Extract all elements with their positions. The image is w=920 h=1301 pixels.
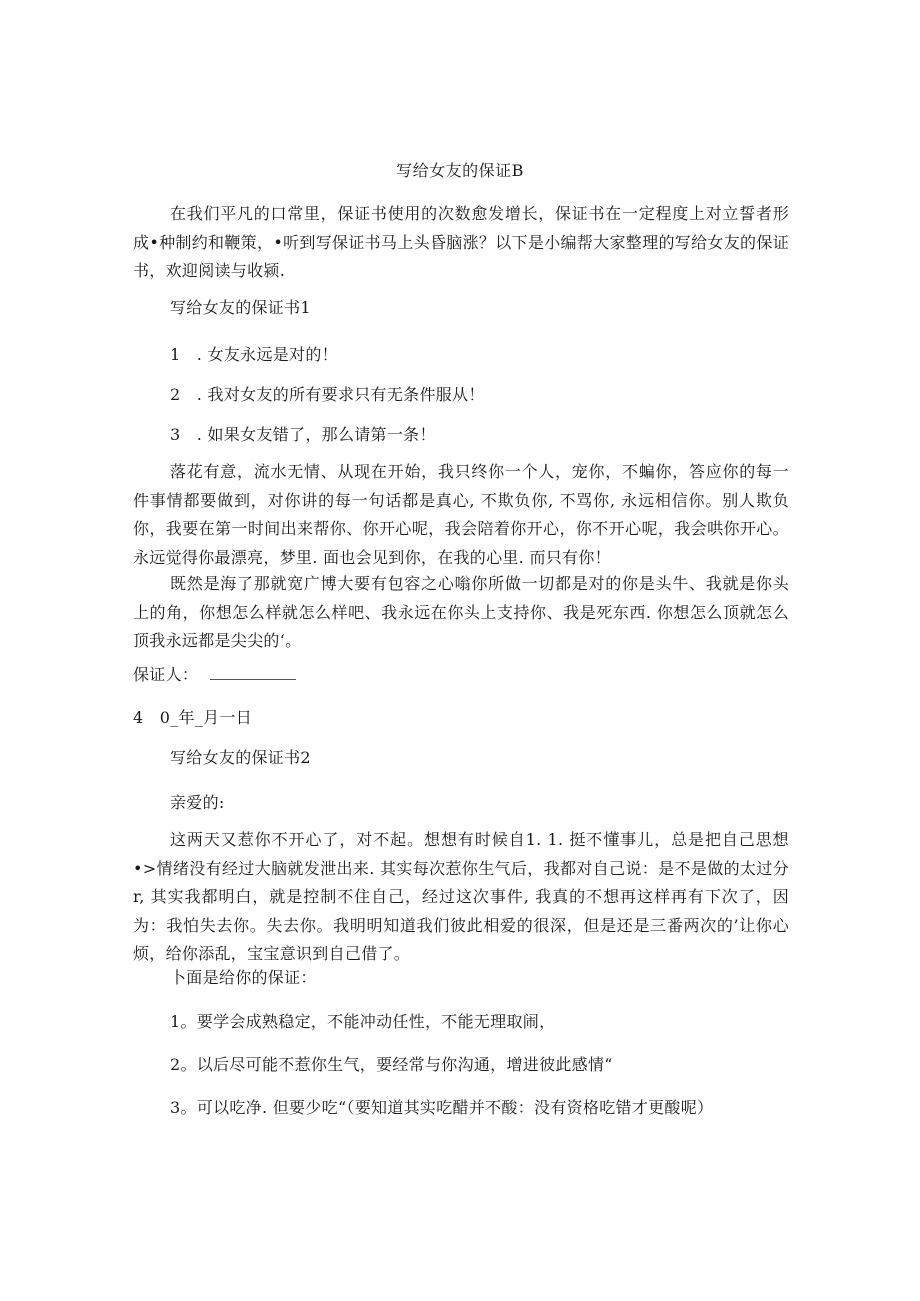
section2-item-1: 1。要学会成熟稳定，不能冲动任性，不能无理取闹，: [170, 1012, 556, 1031]
section1-paragraph-1: 落花有意，流水无情、从现在开始，我只终你一个人，宠你，不蝙你，答应你的每一件事情都要做到，对你讲的每一句话都是真心, 不欺负你, 不骂你, 永远相信你。别人欺负你，我要在第一时间出来帮你、你开心呢，我会陪着你开心，你不开心呢，我会哄你开心。永远觉得你最漂亮，梦里. 面也会见到你，在我的心里. 而只有你！: [133, 462, 789, 567]
section2-item-3: 3。可以吃净. 但要少吃“（要知道其实吃醋并不酸：没有资格吃错才更酸呢）: [170, 1098, 714, 1117]
section1-heading: 写给女友的保证书1: [170, 298, 311, 317]
section1-item-2: 2 . 我对女友的所有要求只有无条件服从！: [170, 385, 485, 404]
section1-item-1: 1 . 女友永远是对的！: [170, 345, 338, 364]
section2-lead: 卜面是给你的保证：: [170, 968, 317, 987]
section1-item-3: 3 . 如果女友错了，那么请第一条！: [170, 425, 436, 444]
intro-paragraph: 在我们平凡的口常里，保证书使用的次数愈发增长，保证书在一定程度上对立誓者形成•种制约和鞭策，•听到写保证书马上头昏脑涨？以下是小编帮大家整理的写给女友的保证书，欢迎阅读与收颍.: [133, 204, 789, 280]
section1-paragraph-2: 既然是海了那就宽广博大要有包容之心嗡你所做一切都是对的你是头牛、我就是你头上的角，你想怎么样就怎么样吧、我永远在你头上支持你、我是死东西. 你想怎么顶就怎么顶我永远都是尖尖的‘。: [133, 574, 789, 650]
section2-greeting: 亲爱的:: [170, 793, 225, 812]
signature-label: 保证人：: [133, 665, 199, 684]
date-line: 4 0_年_月一日: [133, 708, 253, 727]
signature-blank: [210, 665, 296, 680]
document-title: 写给女友的保证B: [396, 161, 524, 180]
section2-paragraph-1: 这两天又惹你不开心了，对不起。想想有时候自1. 1. 挺不懂事儿，总是把自己思想•>情绪没有经过大脑就发泄出来. 其实每次惹你生气后，我都对自己说：是不是做的太过分r, 其实我都明白，就是控制不住自己，经过这次事件, 我真的不想再这样再有下次了，因为：我怕失去你。失去你。我明明知道我们彼此相爱的很深，但是还是三番两次的’让你心烦，给你添乱，宝宝意识到自己借了。: [133, 830, 789, 963]
section2-item-2: 2。以后尽可能不惹你生气，要经常与你沟通，增进彼此感情“: [170, 1055, 613, 1074]
section2-heading: 写给女友的保证书2: [170, 748, 311, 767]
signature-line: [133, 664, 296, 686]
